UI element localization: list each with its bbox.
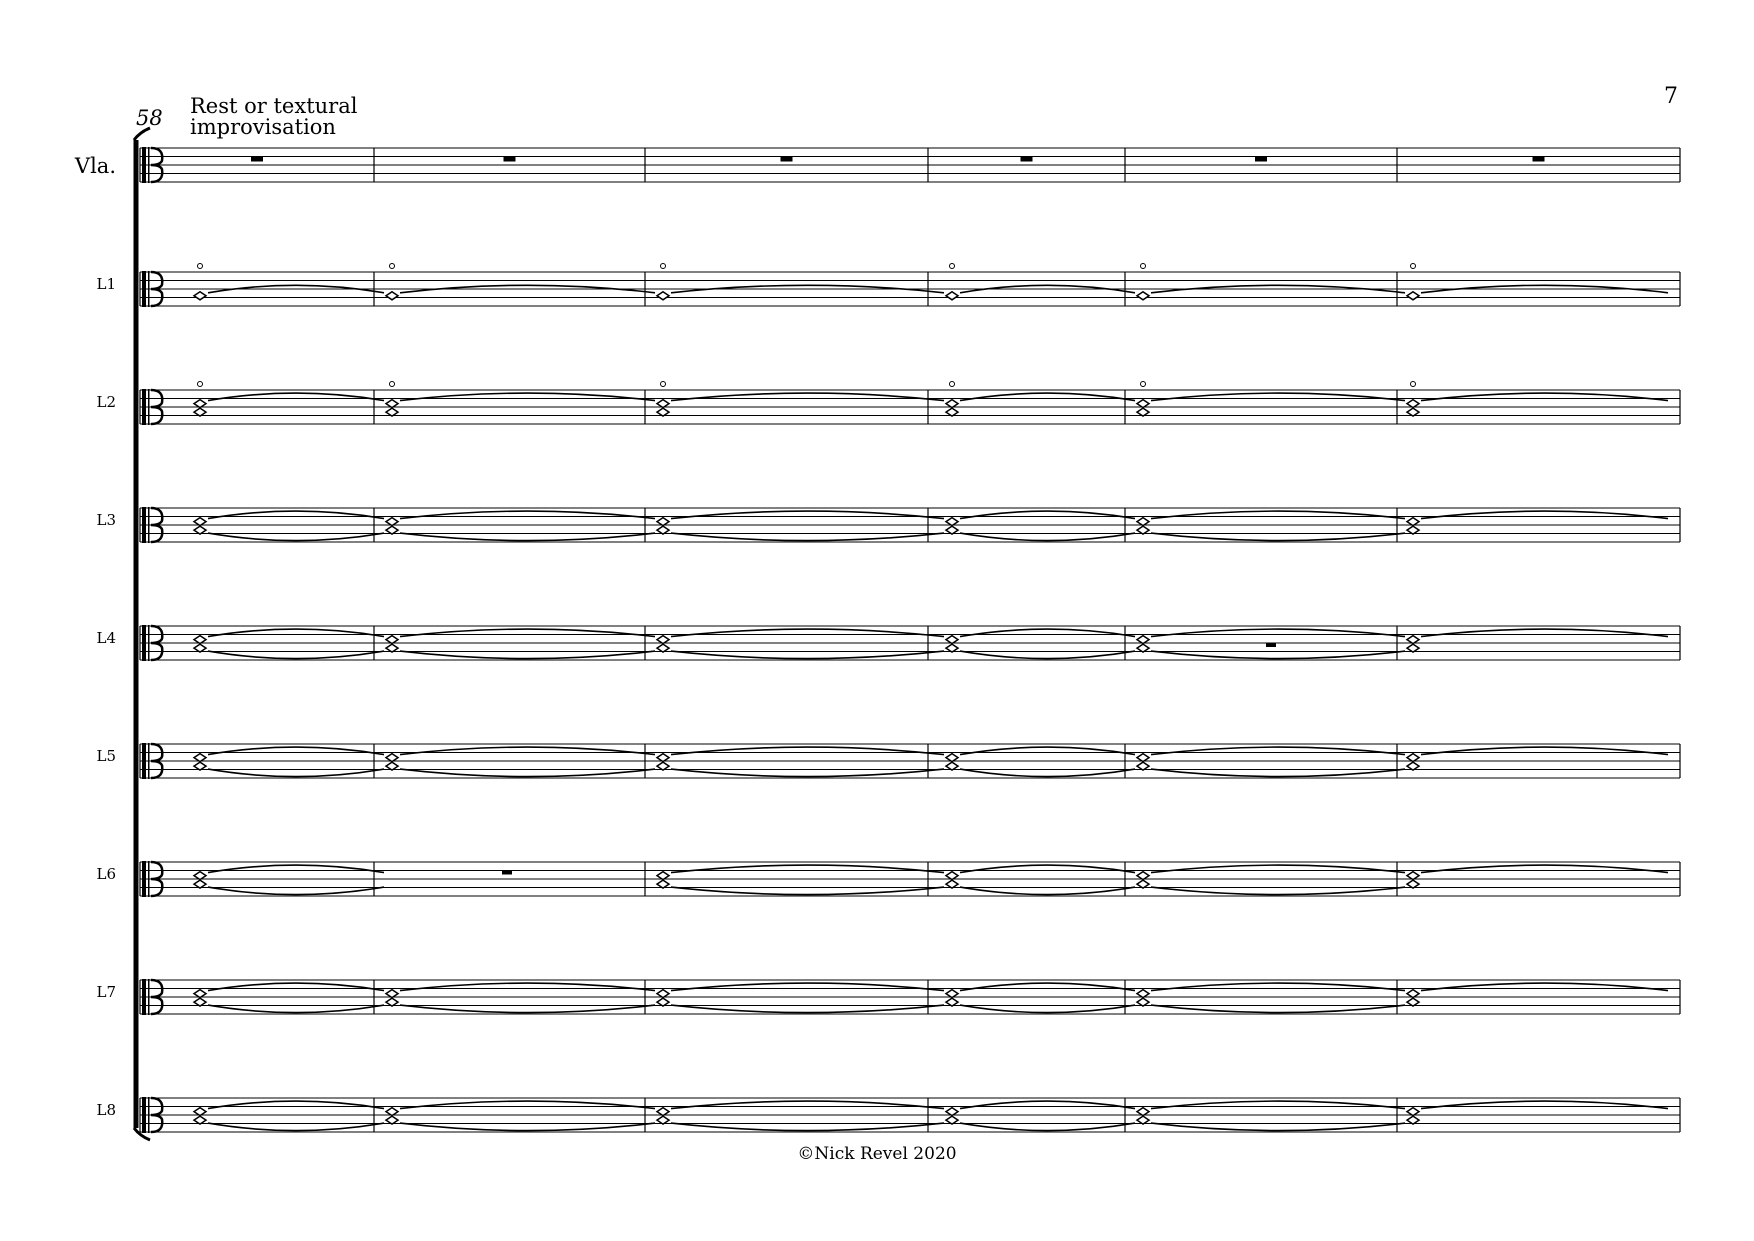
harmonic-note-icon bbox=[1407, 880, 1419, 888]
harmonic-note-icon bbox=[657, 998, 669, 1006]
staff bbox=[140, 389, 1680, 425]
staff bbox=[140, 979, 1680, 1015]
harmonic-note-icon bbox=[1137, 408, 1149, 416]
harmonic-note-icon bbox=[194, 292, 206, 300]
harmonic-note-icon bbox=[657, 872, 669, 880]
harmonic-note-icon bbox=[946, 998, 958, 1006]
harmonic-note-icon bbox=[1407, 754, 1419, 762]
harmonic-note-icon bbox=[194, 872, 206, 880]
layer-notes bbox=[194, 511, 1668, 541]
whole-rest-icon bbox=[1021, 157, 1033, 162]
staff-label-l6: L6 bbox=[96, 865, 116, 883]
staff bbox=[140, 147, 1680, 183]
tie bbox=[960, 393, 1135, 401]
harmonic-note-icon bbox=[1407, 408, 1419, 416]
harmonic-note-icon bbox=[1407, 872, 1419, 880]
harmonic-note-icon bbox=[946, 1108, 958, 1116]
harmonic-note-icon bbox=[194, 1108, 206, 1116]
tie bbox=[400, 533, 655, 541]
harmonic-note-icon bbox=[946, 762, 958, 770]
staff-label-l1: L1 bbox=[96, 275, 116, 293]
staff-label-viola: Vla. bbox=[74, 154, 116, 178]
harmonic-note-icon bbox=[386, 636, 398, 644]
tie bbox=[960, 887, 1135, 895]
harmonic-note-icon bbox=[946, 990, 958, 998]
harmonic-note-icon bbox=[946, 518, 958, 526]
harmonic-note-icon bbox=[1407, 526, 1419, 534]
tie bbox=[208, 511, 384, 519]
harmonic-note-icon bbox=[1137, 1116, 1149, 1124]
whole-rest-icon bbox=[502, 871, 512, 875]
notes bbox=[194, 157, 1668, 1131]
copyright-notice: ©Nick Revel 2020 bbox=[797, 1144, 957, 1164]
harmonic-note-icon bbox=[657, 526, 669, 534]
harmonic-circle-icon bbox=[1141, 264, 1146, 269]
tie bbox=[960, 983, 1135, 991]
tie bbox=[671, 769, 944, 777]
harmonic-note-icon bbox=[194, 880, 206, 888]
harmonic-note-icon bbox=[657, 754, 669, 762]
harmonic-circle-icon bbox=[198, 382, 203, 387]
harmonic-note-icon bbox=[194, 990, 206, 998]
tie bbox=[208, 533, 384, 541]
tie bbox=[960, 511, 1135, 519]
whole-rest-icon bbox=[1533, 157, 1545, 162]
tie bbox=[400, 1123, 655, 1131]
harmonic-note-icon bbox=[1137, 526, 1149, 534]
tie bbox=[208, 983, 384, 991]
whole-rest-icon bbox=[1255, 157, 1267, 162]
harmonic-note-icon bbox=[1137, 872, 1149, 880]
staves bbox=[140, 147, 1680, 1133]
tie bbox=[208, 887, 384, 895]
harmonic-circle-icon bbox=[198, 264, 203, 269]
harmonic-note-icon bbox=[946, 644, 958, 652]
harmonic-note-icon bbox=[946, 292, 958, 300]
harmonic-note-icon bbox=[946, 636, 958, 644]
harmonic-note-icon bbox=[1407, 292, 1419, 300]
tie bbox=[671, 1005, 944, 1013]
whole-rest-icon bbox=[251, 157, 263, 162]
harmonic-note-icon bbox=[194, 518, 206, 526]
tie bbox=[671, 511, 944, 519]
tie bbox=[960, 651, 1135, 659]
harmonic-note-icon bbox=[657, 762, 669, 770]
staff-label-l4: L4 bbox=[96, 629, 116, 647]
tie bbox=[208, 629, 384, 637]
harmonic-note-icon bbox=[657, 408, 669, 416]
tie bbox=[1151, 887, 1405, 895]
tie bbox=[1151, 1101, 1405, 1109]
tie bbox=[1421, 865, 1668, 873]
harmonic-note-icon bbox=[657, 1108, 669, 1116]
tie bbox=[671, 1101, 944, 1109]
tie bbox=[400, 983, 655, 991]
harmonic-note-icon bbox=[1137, 644, 1149, 652]
tie bbox=[400, 747, 655, 755]
tie bbox=[671, 887, 944, 895]
harmonic-note-icon bbox=[1407, 990, 1419, 998]
layer-notes bbox=[194, 865, 1668, 895]
staff-label-l5: L5 bbox=[96, 747, 116, 765]
layer-notes bbox=[194, 747, 1668, 777]
harmonic-note-icon bbox=[386, 990, 398, 998]
tie bbox=[671, 865, 944, 873]
staff bbox=[140, 743, 1680, 779]
harmonic-note-icon bbox=[194, 762, 206, 770]
harmonic-note-icon bbox=[946, 880, 958, 888]
whole-rest-icon bbox=[1266, 643, 1276, 647]
tie bbox=[1421, 983, 1668, 991]
staff bbox=[140, 1097, 1680, 1133]
tie bbox=[671, 533, 944, 541]
tie bbox=[400, 1101, 655, 1109]
harmonic-note-icon bbox=[194, 636, 206, 644]
harmonic-note-icon bbox=[1137, 518, 1149, 526]
harmonic-circle-icon bbox=[661, 264, 666, 269]
harmonic-note-icon bbox=[1137, 880, 1149, 888]
harmonic-note-icon bbox=[1137, 292, 1149, 300]
harmonic-note-icon bbox=[657, 400, 669, 408]
tie bbox=[671, 393, 944, 401]
harmonic-note-icon bbox=[1407, 400, 1419, 408]
tie bbox=[1151, 1005, 1405, 1013]
harmonic-note-icon bbox=[657, 990, 669, 998]
staff-label-l8: L8 bbox=[96, 1101, 116, 1119]
tie bbox=[960, 533, 1135, 541]
harmonic-note-icon bbox=[657, 644, 669, 652]
harmonic-note-icon bbox=[386, 1108, 398, 1116]
tie bbox=[960, 629, 1135, 637]
tie bbox=[960, 1123, 1135, 1131]
harmonic-note-icon bbox=[386, 526, 398, 534]
tie bbox=[960, 1005, 1135, 1013]
harmonic-circle-icon bbox=[390, 264, 395, 269]
harmonic-note-icon bbox=[1407, 644, 1419, 652]
staff-label-l2: L2 bbox=[96, 393, 116, 411]
harmonic-note-icon bbox=[386, 408, 398, 416]
harmonic-note-icon bbox=[946, 1116, 958, 1124]
tie bbox=[1421, 1101, 1668, 1109]
whole-rest-icon bbox=[781, 157, 793, 162]
tie bbox=[1151, 629, 1405, 637]
staff bbox=[140, 507, 1680, 543]
harmonic-note-icon bbox=[1137, 998, 1149, 1006]
harmonic-note-icon bbox=[194, 408, 206, 416]
harmonic-note-icon bbox=[194, 998, 206, 1006]
harmonic-note-icon bbox=[1137, 762, 1149, 770]
harmonic-note-icon bbox=[946, 754, 958, 762]
harmonic-note-icon bbox=[194, 1116, 206, 1124]
tie bbox=[400, 1005, 655, 1013]
harmonic-note-icon bbox=[194, 526, 206, 534]
harmonic-note-icon bbox=[386, 754, 398, 762]
tie bbox=[1151, 651, 1405, 659]
harmonic-note-icon bbox=[194, 400, 206, 408]
whole-rest-icon bbox=[504, 157, 516, 162]
harmonic-note-icon bbox=[657, 518, 669, 526]
harmonic-note-icon bbox=[657, 292, 669, 300]
tie bbox=[400, 393, 655, 401]
tie bbox=[1151, 769, 1405, 777]
harmonic-circle-icon bbox=[390, 382, 395, 387]
tie bbox=[400, 629, 655, 637]
harmonic-circle-icon bbox=[950, 264, 955, 269]
barlines bbox=[140, 148, 1680, 1132]
staff-label-l3: L3 bbox=[96, 511, 116, 529]
harmonic-note-icon bbox=[1137, 400, 1149, 408]
harmonic-note-icon bbox=[1407, 636, 1419, 644]
harmonic-note-icon bbox=[386, 1116, 398, 1124]
harmonic-note-icon bbox=[946, 872, 958, 880]
harmonic-note-icon bbox=[657, 636, 669, 644]
tie bbox=[400, 769, 655, 777]
tie bbox=[1421, 393, 1668, 401]
tie bbox=[1421, 511, 1668, 519]
tie bbox=[1151, 393, 1405, 401]
harmonic-note-icon bbox=[1407, 762, 1419, 770]
tie bbox=[208, 1101, 384, 1109]
tie bbox=[671, 629, 944, 637]
harmonic-note-icon bbox=[657, 1116, 669, 1124]
harmonic-note-icon bbox=[386, 762, 398, 770]
measure-number: 58 bbox=[136, 106, 163, 130]
tie bbox=[1151, 511, 1405, 519]
tie bbox=[1151, 533, 1405, 541]
harmonic-note-icon bbox=[386, 292, 398, 300]
tie bbox=[208, 747, 384, 755]
tie bbox=[960, 865, 1135, 873]
harmonic-note-icon bbox=[1137, 754, 1149, 762]
tie bbox=[1151, 983, 1405, 991]
tie bbox=[671, 983, 944, 991]
harmonic-note-icon bbox=[386, 518, 398, 526]
harmonic-note-icon bbox=[386, 998, 398, 1006]
tie bbox=[1151, 865, 1405, 873]
harmonic-note-icon bbox=[946, 526, 958, 534]
tie bbox=[671, 747, 944, 755]
tie bbox=[1151, 1123, 1405, 1131]
tie bbox=[1151, 747, 1405, 755]
harmonic-circle-icon bbox=[1411, 264, 1416, 269]
harmonic-note-icon bbox=[194, 644, 206, 652]
tie bbox=[400, 651, 655, 659]
harmonic-circle-icon bbox=[950, 382, 955, 387]
layer-notes bbox=[194, 629, 1668, 659]
harmonic-note-icon bbox=[657, 880, 669, 888]
staff-label-l7: L7 bbox=[96, 983, 116, 1001]
harmonic-note-icon bbox=[1407, 1108, 1419, 1116]
layer-notes bbox=[194, 983, 1668, 1013]
tie bbox=[671, 1123, 944, 1131]
tie bbox=[208, 393, 384, 401]
tie bbox=[208, 769, 384, 777]
harmonic-note-icon bbox=[946, 408, 958, 416]
harmonic-note-icon bbox=[194, 754, 206, 762]
tie bbox=[208, 865, 384, 873]
harmonic-note-icon bbox=[1137, 990, 1149, 998]
layer-notes bbox=[194, 1101, 1668, 1131]
tie bbox=[208, 1005, 384, 1013]
harmonic-note-icon bbox=[946, 400, 958, 408]
harmonic-note-icon bbox=[386, 400, 398, 408]
tie bbox=[960, 1101, 1135, 1109]
harmonic-note-icon bbox=[1407, 998, 1419, 1006]
tie bbox=[208, 1123, 384, 1131]
harmonic-circle-icon bbox=[1411, 382, 1416, 387]
staff bbox=[140, 861, 1680, 897]
tie bbox=[400, 511, 655, 519]
harmonic-circle-icon bbox=[1141, 382, 1146, 387]
tie bbox=[1421, 629, 1668, 637]
tie bbox=[960, 747, 1135, 755]
tie bbox=[671, 651, 944, 659]
tie bbox=[960, 769, 1135, 777]
layer-notes bbox=[194, 264, 1668, 300]
harmonic-note-icon bbox=[1137, 1108, 1149, 1116]
harmonic-note-icon bbox=[1407, 518, 1419, 526]
harmonic-note-icon bbox=[386, 644, 398, 652]
harmonic-circle-icon bbox=[661, 382, 666, 387]
tie bbox=[1421, 747, 1668, 755]
staff bbox=[140, 625, 1680, 661]
instruction-line-2: improvisation bbox=[190, 115, 336, 139]
harmonic-note-icon bbox=[1407, 1116, 1419, 1124]
instruction-line-1: Rest or textural bbox=[190, 94, 358, 118]
harmonic-note-icon bbox=[1137, 636, 1149, 644]
tie bbox=[208, 651, 384, 659]
page-number: 7 bbox=[1664, 84, 1678, 109]
